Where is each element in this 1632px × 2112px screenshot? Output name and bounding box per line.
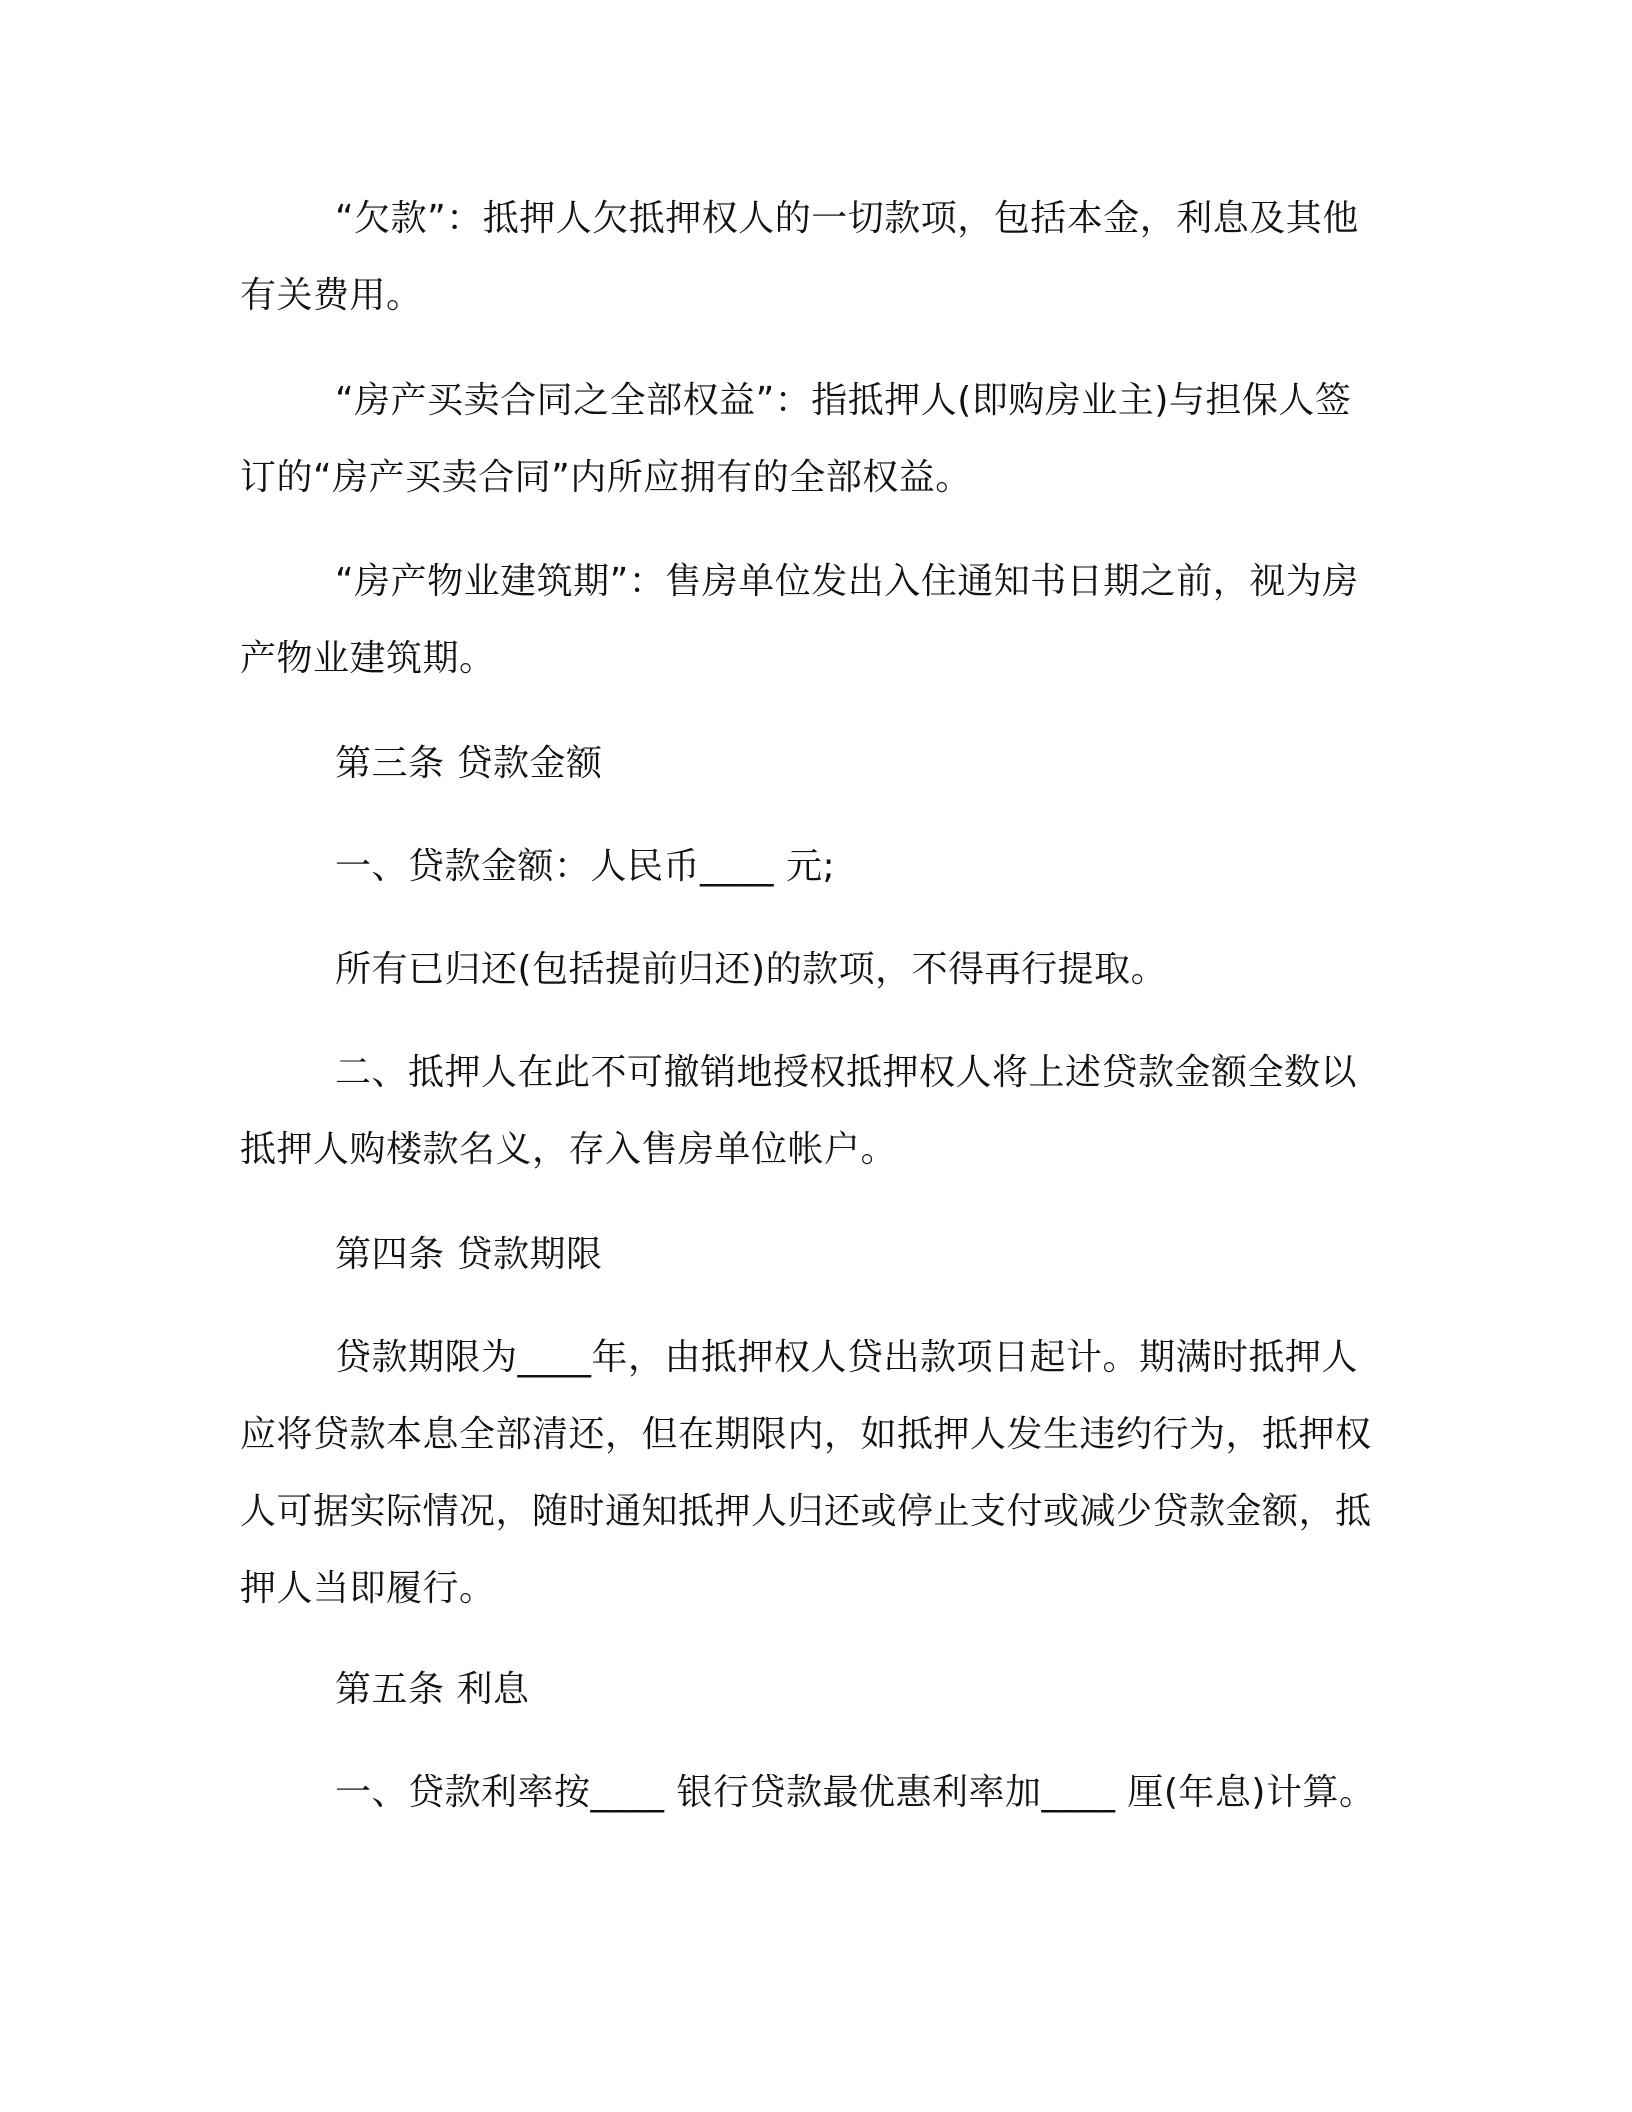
definition-sales-contract-rights: “房产买卖合同之全部权益”：指抵押人(即购房业主)与担保人签订的“房产买卖合同”内所应拥有的全部权益。 xyxy=(240,380,1352,498)
definition-arrears: “欠款”：抵押人欠抵押权人的一切款项，包括本金，利息及其他有关费用。 xyxy=(240,198,1359,316)
loan-term-clause: 贷款期限为____年，由抵押权人贷出款项日起计。期满时抵押人应将贷款本息全部清还，但在期限内，如抵押人发生违约行为，抵押权人可据实际情况，随时通知抵押人归还或停止支付或减少贷款金额，抵押人当即履行。 xyxy=(240,1337,1372,1609)
authorization-clause: 二、抵押人在此不可撤销地授权抵押权人将上述贷款金额全数以抵押人购楼款名义，存入售房单位帐户。 xyxy=(240,1052,1358,1170)
definition-construction-period: “房产物业建筑期”：售房单位发出入住通知书日期之前，视为房产物业建筑期。 xyxy=(240,561,1359,679)
article-5-heading: 第五条 利息 xyxy=(335,1669,530,1710)
article-4-heading: 第四条 贷款期限 xyxy=(335,1234,603,1275)
article-3-heading: 第三条 贷款金额 xyxy=(335,743,603,784)
loan-amount-clause: 一、贷款金额：人民币____ 元; xyxy=(335,846,836,887)
interest-rate-clause: 一、贷款利率按____ 银行贷款最优惠利率加____ 厘(年息)计算。 xyxy=(335,1772,1376,1813)
no-redraw-clause: 所有已归还(包括提前归还)的款项，不得再行提取。 xyxy=(335,949,1168,990)
